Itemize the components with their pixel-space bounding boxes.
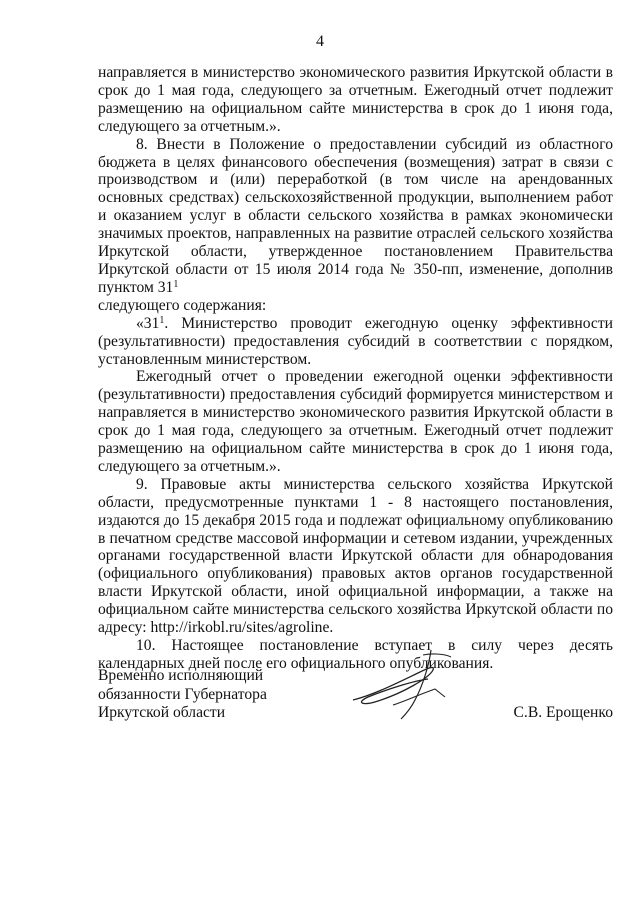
signature-block — [98, 667, 613, 727]
superscript-31-1: 1 — [159, 314, 165, 326]
signatory-title-line-1: Временно исполняющий — [98, 667, 264, 684]
signatory-title-line-3: Иркутской области — [98, 704, 226, 721]
signatory-title-line-2: обязанности Губернатора — [98, 685, 267, 703]
paragraph-continuation: направляется в министерство экономического развития Иркутской области в срок до 1 мая года, следующего за отчетным. Ежегодный отчет подлежит размещению на официальном сайте министерства в срок до 1 июня года, следующего за отчетным.». — [98, 64, 613, 135]
superscript-1: 1 — [173, 278, 179, 290]
signatory-name: С.В. Ерощенко — [513, 704, 613, 721]
document-body — [98, 64, 613, 673]
paragraph-item-9: 9. Правовые акты министерства сельского хозяйства Иркутской области, предусмотренные пунктами 1 - 8 настоящего постановления, издаются до 15 декабря 2015 года и подлежат официальному опубликованию в печатном средстве массовой информации и сетевом издании, учрежденных органами государственной власти Иркутской области для обнародования (официального опубликования) правовых актов органов государственной власти Иркутской области, иной официальной информации, а также на официальном сайте министерства сельского хозяйства Иркутской области по адресу: http://irkobl.ru/sites/agroline. — [98, 475, 613, 637]
page-number: 4 — [316, 33, 324, 50]
paragraph-item-8-text: 8. Внести в Положение о предоставлении субсидий из областного бюджета в целях финансового обеспечения (возмещения) затрат в связи с производством и (или) переработкой (в том числе на арендованных основных средствах) сельскохозяйственной продукции, выполнением работ и оказанием услуг в области сельского хозяйства в рамках экономически значимых проектов, направленных на развитие отраслей сельского хозяйства Иркутской области, утвержденное постановлением Правительства Иркутской области от 15 июля 2014 года № 350-пп, изменение, дополнив пунктом 31 — [98, 135, 613, 296]
paragraph-item-8 — [98, 136, 613, 297]
paragraph-31-1 — [98, 315, 613, 369]
paragraph-31-text: . Министерство проводит ежегодную оценку эффективности (результативности) предоставления субсидий в соответствии с порядком, установленным министерством. — [98, 314, 613, 368]
handwritten-signature — [333, 645, 473, 725]
signatory-title — [98, 667, 267, 723]
paragraph-31-prefix: «31 — [136, 314, 160, 332]
paragraph-item-10: 10. Настоящее постановление вступает в силу через десять календарных дней после его официального опубликования. — [98, 637, 613, 672]
paragraph-following-content: следующего содержания: — [98, 296, 267, 314]
paragraph-annual-report: Ежегодный отчет о проведении ежегодной оценки эффективности (результативности) предоставления субсидий формируется министерством и направляется в министерство экономического развития Иркутской области в срок до 1 мая года, следующего за отчетным. Ежегодный отчет подлежит размещению на официальном сайте министерства в срок до 1 июня года, следующего за отчетным.». — [98, 368, 613, 475]
